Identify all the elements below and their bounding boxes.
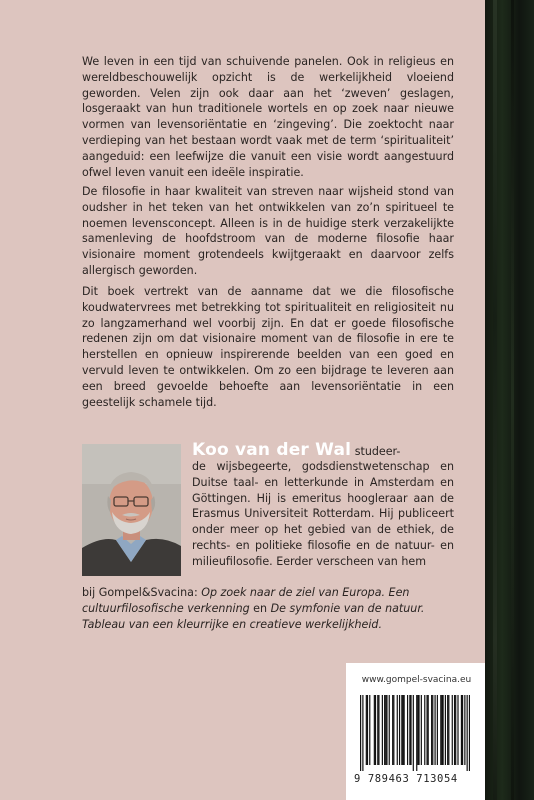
author-bio-tail — [82, 585, 454, 632]
barcode-bar — [413, 695, 414, 771]
barcode-bar — [432, 695, 433, 765]
author-book-2: De symfonie van de natuur. Tableau van een kleurrijke en creatieve werkelijkheid. — [82, 601, 425, 631]
barcode-icon — [360, 695, 470, 771]
barcode-bar — [386, 695, 387, 765]
barcode-bar — [389, 695, 390, 765]
barcode-bar — [434, 695, 435, 765]
barcode-bar — [378, 695, 379, 765]
barcode-bar — [443, 695, 444, 765]
barcode-bar — [437, 695, 438, 765]
barcode-bar — [393, 695, 394, 765]
barcode-bar — [375, 695, 376, 765]
author-portrait-image — [82, 444, 181, 576]
barcode-panel — [346, 663, 487, 800]
barcode-bar — [440, 695, 441, 765]
barcode-bar — [402, 695, 403, 765]
barcode-bar — [385, 695, 386, 765]
author-photo — [82, 444, 181, 576]
front-cover-edge — [485, 0, 534, 800]
barcode-bar — [441, 695, 442, 765]
barcode-bar — [399, 695, 400, 765]
barcode-bar — [360, 695, 361, 771]
barcode-bar — [404, 695, 405, 765]
barcode-bar — [366, 695, 367, 765]
barcode-bar — [362, 695, 363, 771]
isbn-digits: 9 789463 713054 — [354, 773, 458, 785]
barcode-bar — [455, 695, 456, 765]
barcode-bar — [448, 695, 449, 765]
barcode-bar — [469, 695, 470, 771]
author-bio-tail-prefix: bij Gompel&Svacina: — [82, 586, 202, 599]
barcode-bar — [452, 695, 453, 765]
author-first-line — [192, 440, 454, 460]
barcode-bar — [431, 695, 432, 765]
barcode-bar — [401, 695, 402, 765]
barcode-bar — [445, 695, 446, 765]
barcode-bar — [410, 695, 411, 765]
barcode-bar — [461, 695, 462, 765]
barcode-bar — [409, 695, 410, 765]
author-book-1: Op zoek naar de ziel van Europa. Een cultuurfilosofische verkenning — [82, 586, 410, 615]
author-bio-tail-and: en — [249, 601, 271, 615]
barcode-bar — [464, 695, 465, 765]
barcode-bar — [407, 695, 408, 765]
barcode-bar — [462, 695, 463, 765]
barcode-bar — [454, 695, 455, 765]
author-name: Koo van der Wal — [192, 440, 352, 460]
barcode-bar — [467, 695, 468, 771]
barcode-bar — [367, 695, 368, 765]
barcode-bar — [426, 695, 427, 765]
barcode-bar — [382, 695, 383, 765]
barcode-bar — [416, 695, 417, 771]
barcode-bar — [392, 695, 393, 765]
barcode-bar — [428, 695, 429, 765]
barcode-bar — [377, 695, 378, 765]
author-bio-start: studeer- — [351, 445, 401, 458]
blurb-paragraph-2: De filosofie in haar kwaliteit van streven naar wijsheid stond van oudsher in het teken van het ontwikkelen van zo’n spiritueel te noemen levensconcept. Alleen is in de huidige sterk verzakelijkte samenleving de hoofdstroom van de moderne filosofie haar visionaire moment grotendeels kwijtgeraakt en daarvoor zelfs allergisch geworden. — [82, 185, 454, 277]
author-bio-wrapped: de wijsbegeerte, godsdienstwetenschap en Duitse taal- en letterkunde in Amsterdam en Göttingen. Hij is emeritus hoogleraar aan de Erasmus Universiteit Rotterdam. Hij publiceert onder meer op het gebied van de ethiek, de rechts- en politieke filosofie en de natuur- en milieufilosofie. Eerder verscheen van hem — [192, 460, 454, 568]
blurb-paragraph-3: Dit boek vertrekt van de aanname dat we die filosofische koudwatervrees met betrekking tot spiritualiteit en religiositeit nu zo langzamerhand wel voorbij zijn. En dat er goede filosofische redenen zijn om dat visionaire moment van de filosofie in ere te herstellen en opnieuw inspirerende beelden van een goed en vervuld leven te ontwikkelen. Om zo een bijdrage te leveren aan een breed gevoelde behoefte aan levensoriëntatie in een geestelijk schamele tijd. — [82, 285, 454, 409]
barcode-bar — [457, 695, 458, 765]
barcode-bar — [421, 695, 422, 765]
barcode-bar — [417, 695, 418, 765]
blurb-paragraph-1: We leven in een tijd van schuivende panelen. Ook in religieus en wereldbeschouwelijk opzicht is de werkelijkheid vloeiend geworden. Velen zijn ook daar aan het ‘zweven’ geslagen, losgeraakt van hun traditionele wortels en op zoek naar nieuwe vormen van levensoriëntatie en ‘zingeving’. Die zoektocht naar verdieping van het bestaan wordt vaak met de term ‘spiritualiteit’ aangeduid: een leefwijze die vanuit een visie wordt aangestuurd ofwel leven vanuit een ideële inspiratie. — [82, 55, 454, 179]
barcode-bar — [369, 695, 370, 765]
barcode-bar — [418, 695, 419, 765]
barcode-bar — [374, 695, 375, 765]
barcode-bar — [424, 695, 425, 765]
barcode-bar — [447, 695, 448, 765]
barcode-bar — [397, 695, 398, 765]
publisher-url: www.gompel-svacina.eu — [361, 675, 472, 685]
barcode-bar — [384, 695, 385, 765]
